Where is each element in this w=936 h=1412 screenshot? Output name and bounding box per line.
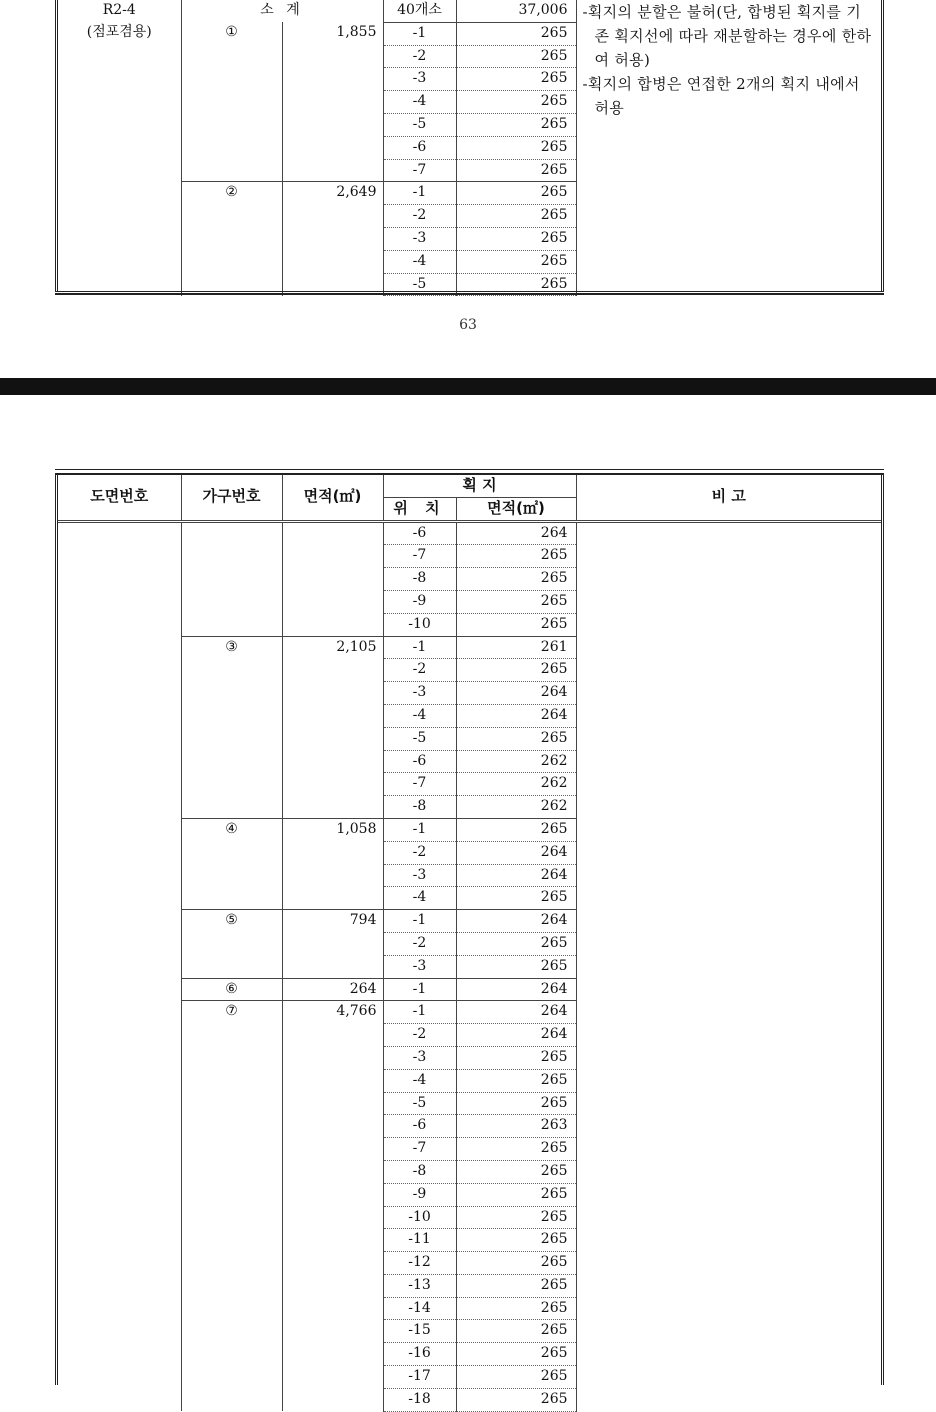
lot-position: -3 <box>383 227 456 250</box>
lot-area: 265 <box>456 932 576 955</box>
lot-area: 264 <box>456 704 576 727</box>
header-lot-area: 면적(㎡) <box>456 497 576 521</box>
subtotal-area: 37,006 <box>456 0 576 22</box>
lot-area: 265 <box>456 205 576 228</box>
remarks-cell <box>576 521 881 1411</box>
block-area <box>282 521 383 636</box>
lot-area: 264 <box>456 521 576 545</box>
lot-position: -11 <box>383 1229 456 1252</box>
lot-area: 265 <box>456 955 576 978</box>
header-drawing-no: 도면번호 <box>58 475 181 521</box>
lot-area: 265 <box>456 1206 576 1229</box>
lot-position: -1 <box>383 182 456 205</box>
block-no: ⑤ <box>181 910 282 978</box>
subtotal-label: 소 계 <box>181 0 383 22</box>
lot-area: 265 <box>456 113 576 136</box>
lot-position: -4 <box>383 91 456 114</box>
lot-area: 265 <box>456 182 576 205</box>
remark-line: -획지의 합병은 연접한 2개의 획지 내에서 허용 <box>582 75 860 117</box>
lot-position: -5 <box>383 727 456 750</box>
header-area: 면적(㎡) <box>282 475 383 521</box>
drawing-no-cell <box>58 521 181 1411</box>
lot-position: -1 <box>383 818 456 841</box>
lot-area: 265 <box>456 887 576 910</box>
lot-position: -2 <box>383 205 456 228</box>
lot-position: -5 <box>383 273 456 296</box>
lot-area: 265 <box>456 818 576 841</box>
lot-area: 265 <box>456 1069 576 1092</box>
lot-position: -1 <box>383 636 456 659</box>
block-area: 1,058 <box>282 818 383 909</box>
lot-area: 265 <box>456 1138 576 1161</box>
lot-area: 265 <box>456 1252 576 1275</box>
block-no: ⑦ <box>181 1001 282 1411</box>
lot-position: -1 <box>383 1001 456 1024</box>
lot-position: -3 <box>383 1046 456 1069</box>
lot-position: -2 <box>383 659 456 682</box>
lot-area: 265 <box>456 1092 576 1115</box>
lot-area: 264 <box>456 864 576 887</box>
top-lot-table <box>58 0 881 296</box>
lot-area: 265 <box>456 590 576 613</box>
lot-area: 261 <box>456 636 576 659</box>
lot-position: -13 <box>383 1274 456 1297</box>
lot-position: -10 <box>383 1206 456 1229</box>
lot-position: -2 <box>383 45 456 68</box>
header-block-no: 가구번호 <box>181 475 282 521</box>
lot-position: -5 <box>383 1092 456 1115</box>
top-table-frame <box>55 0 884 292</box>
header-lot-position: 위 치 <box>383 497 456 521</box>
lot-position: -9 <box>383 590 456 613</box>
lot-area: 265 <box>456 45 576 68</box>
block-area: 2,649 <box>282 182 383 296</box>
block-no: ② <box>181 182 282 296</box>
block-no: ⑥ <box>181 978 282 1001</box>
block-no: ① <box>181 22 282 182</box>
bottom-table-frame <box>55 475 884 1407</box>
page-number: 63 <box>459 317 477 333</box>
lot-area: 265 <box>456 1343 576 1366</box>
lot-area: 262 <box>456 750 576 773</box>
lot-position: -5 <box>383 113 456 136</box>
lot-area: 265 <box>456 1160 576 1183</box>
drawing-no: R2-4 <box>102 2 136 19</box>
lot-area: 265 <box>456 568 576 591</box>
lot-position: -6 <box>383 136 456 159</box>
lot-position: -7 <box>383 159 456 182</box>
lot-area: 265 <box>456 1274 576 1297</box>
lot-area: 265 <box>456 68 576 91</box>
lot-position: -8 <box>383 1160 456 1183</box>
lot-area: 265 <box>456 613 576 636</box>
lot-position: -9 <box>383 1183 456 1206</box>
remark-line: -획지의 분할은 불허(단, 합병된 획지를 기존 획지선에 따라 재분할하는 경우에 한하여 허용) <box>582 3 872 69</box>
lot-position: -8 <box>383 568 456 591</box>
block-no: ④ <box>181 818 282 909</box>
lot-position: -8 <box>383 796 456 819</box>
lot-position: -3 <box>383 682 456 705</box>
subtotal-row <box>58 0 881 22</box>
lot-area: 264 <box>456 682 576 705</box>
lot-area: 265 <box>456 1366 576 1389</box>
lot-position: -17 <box>383 1366 456 1389</box>
lot-position: -4 <box>383 1069 456 1092</box>
lot-position: -4 <box>383 887 456 910</box>
lot-position: -2 <box>383 932 456 955</box>
drawing-use: (점포겸용) <box>86 24 152 41</box>
lot-area: 265 <box>456 545 576 568</box>
lot-position: -15 <box>383 1320 456 1343</box>
lot-position: -1 <box>383 978 456 1001</box>
lot-position: -1 <box>383 22 456 45</box>
header-remarks: 비 고 <box>576 475 881 521</box>
lot-position: -4 <box>383 704 456 727</box>
lot-position: -3 <box>383 955 456 978</box>
lot-position: -7 <box>383 1138 456 1161</box>
lot-position: -2 <box>383 1024 456 1047</box>
lot-area: 265 <box>456 727 576 750</box>
lot-area: 265 <box>456 250 576 273</box>
lot-area: 265 <box>456 227 576 250</box>
lot-position: -1 <box>383 910 456 933</box>
table-row <box>58 521 881 545</box>
lot-position: -3 <box>383 864 456 887</box>
lot-area: 262 <box>456 796 576 819</box>
lot-area: 264 <box>456 978 576 1001</box>
block-area: 2,105 <box>282 636 383 818</box>
lot-position: -3 <box>383 68 456 91</box>
lot-area: 265 <box>456 659 576 682</box>
page-divider <box>0 378 936 395</box>
lot-area: 262 <box>456 773 576 796</box>
block-no: ③ <box>181 636 282 818</box>
lot-position: -6 <box>383 1115 456 1138</box>
remarks-cell <box>576 0 881 296</box>
lot-area: 264 <box>456 841 576 864</box>
subtotal-count: 40개소 <box>383 0 456 22</box>
header-lot: 획 지 <box>383 475 576 497</box>
lot-position: -7 <box>383 545 456 568</box>
block-area: 4,766 <box>282 1001 383 1411</box>
lot-position: -10 <box>383 613 456 636</box>
lot-position: -18 <box>383 1388 456 1411</box>
lot-position: -7 <box>383 773 456 796</box>
lot-area: 265 <box>456 1388 576 1411</box>
lot-area: 264 <box>456 1024 576 1047</box>
lot-position: -6 <box>383 521 456 545</box>
lot-area: 264 <box>456 1001 576 1024</box>
block-area: 264 <box>282 978 383 1001</box>
lot-area: 263 <box>456 1115 576 1138</box>
lot-area: 265 <box>456 1229 576 1252</box>
lot-position: -2 <box>383 841 456 864</box>
lot-area: 265 <box>456 1183 576 1206</box>
lot-position: -4 <box>383 250 456 273</box>
block-area: 794 <box>282 910 383 978</box>
lot-position: -12 <box>383 1252 456 1275</box>
bottom-lot-table <box>58 475 881 1412</box>
lot-area: 265 <box>456 1320 576 1343</box>
lot-area: 265 <box>456 1046 576 1069</box>
lot-area: 265 <box>456 1297 576 1320</box>
lot-area: 265 <box>456 22 576 45</box>
lot-area: 265 <box>456 136 576 159</box>
lot-area: 265 <box>456 91 576 114</box>
block-no <box>181 521 282 636</box>
lot-position: -14 <box>383 1297 456 1320</box>
block-area: 1,855 <box>282 22 383 182</box>
lot-position: -16 <box>383 1343 456 1366</box>
lot-area: 264 <box>456 910 576 933</box>
lot-area: 265 <box>456 159 576 182</box>
lot-area: 265 <box>456 273 576 296</box>
top-table-bottom-border <box>55 291 884 295</box>
lot-position: -6 <box>383 750 456 773</box>
